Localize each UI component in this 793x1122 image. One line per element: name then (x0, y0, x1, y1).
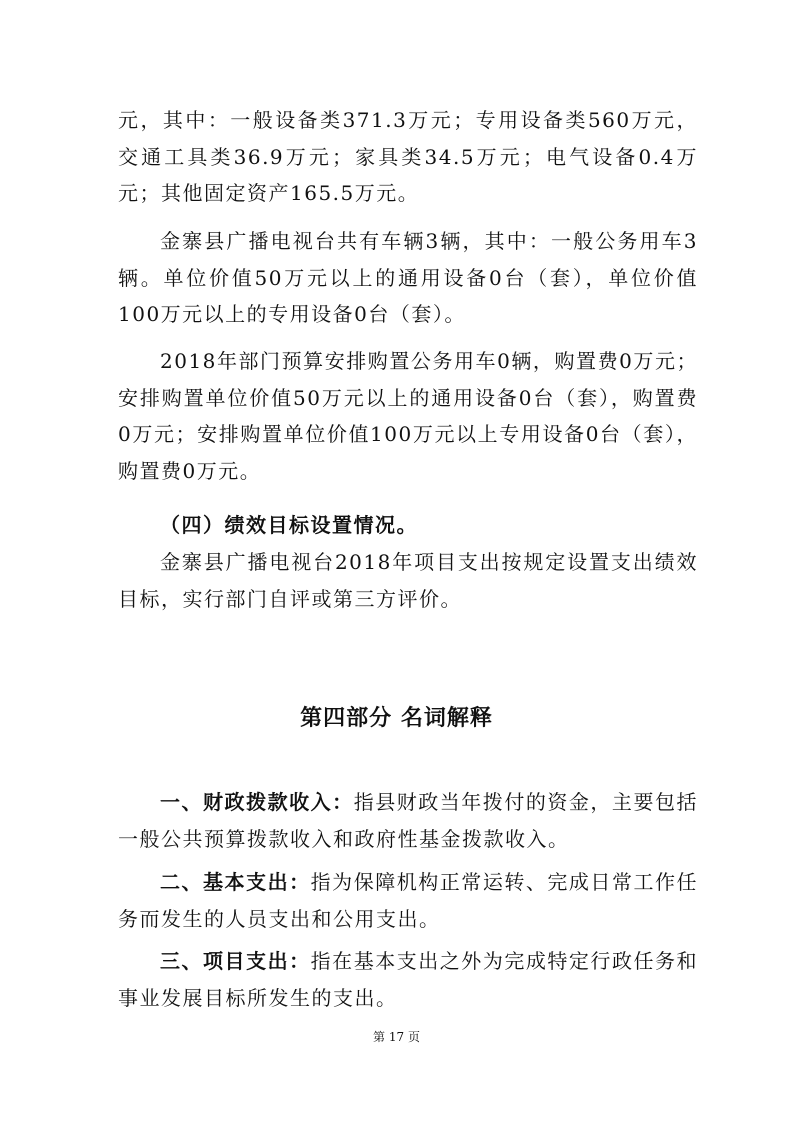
definition-text: 指为保障机构正常运转、完成日常工作任务而发生的人员支出和公用支出。 (118, 870, 699, 931)
section-heading-performance: （四）绩效目标设置情况。 (160, 513, 418, 537)
definition-term: 二、基本支出： (160, 870, 311, 894)
definition-term: 三、项目支出： (160, 949, 311, 973)
definition-text: 指在基本支出之外为完成特定行政任务和事业发展目标所发生的支出。 (118, 949, 699, 1010)
definition-fiscal-appropriation (118, 784, 698, 857)
part-title: 第四部分 名词解释 (300, 706, 493, 731)
definition-project-expenditure (118, 943, 698, 1016)
page-number: 第 17 页 (373, 1030, 420, 1044)
paragraph-equipment-breakdown: 元，其中：一般设备类371.3万元；专用设备类560万元，交通工具类36.9万元；家具类34.5万元；电气设备0.4万元；其他固定资产165.5万元。 (118, 108, 698, 205)
paragraph-performance: 金寨县广播电视台2018年项目支出按规定设置支出绩效目标，实行部门自评或第三方评价。 (118, 550, 698, 611)
paragraph-vehicles: 金寨县广播电视台共有车辆3辆，其中：一般公务用车3辆。单位价值50万元以上的通用设备0台（套），单位价值100万元以上的专用设备0台（套）。 (118, 229, 698, 326)
paragraph-purchase-plan: 2018年部门预算安排购置公务用车0辆，购置费0万元；安排购置单位价值50万元以上的通用设备0台（套），购置费0万元；安排购置单位价值100万元以上专用设备0台（套），购置费0万元。 (118, 349, 698, 483)
definition-text: 指县财政当年拨付的资金，主要包括一般公共预算拨款收入和政府性基金拨款收入。 (118, 790, 698, 851)
definition-term: 一、财政拨款收入： (160, 790, 354, 814)
definition-basic-expenditure (118, 864, 698, 937)
